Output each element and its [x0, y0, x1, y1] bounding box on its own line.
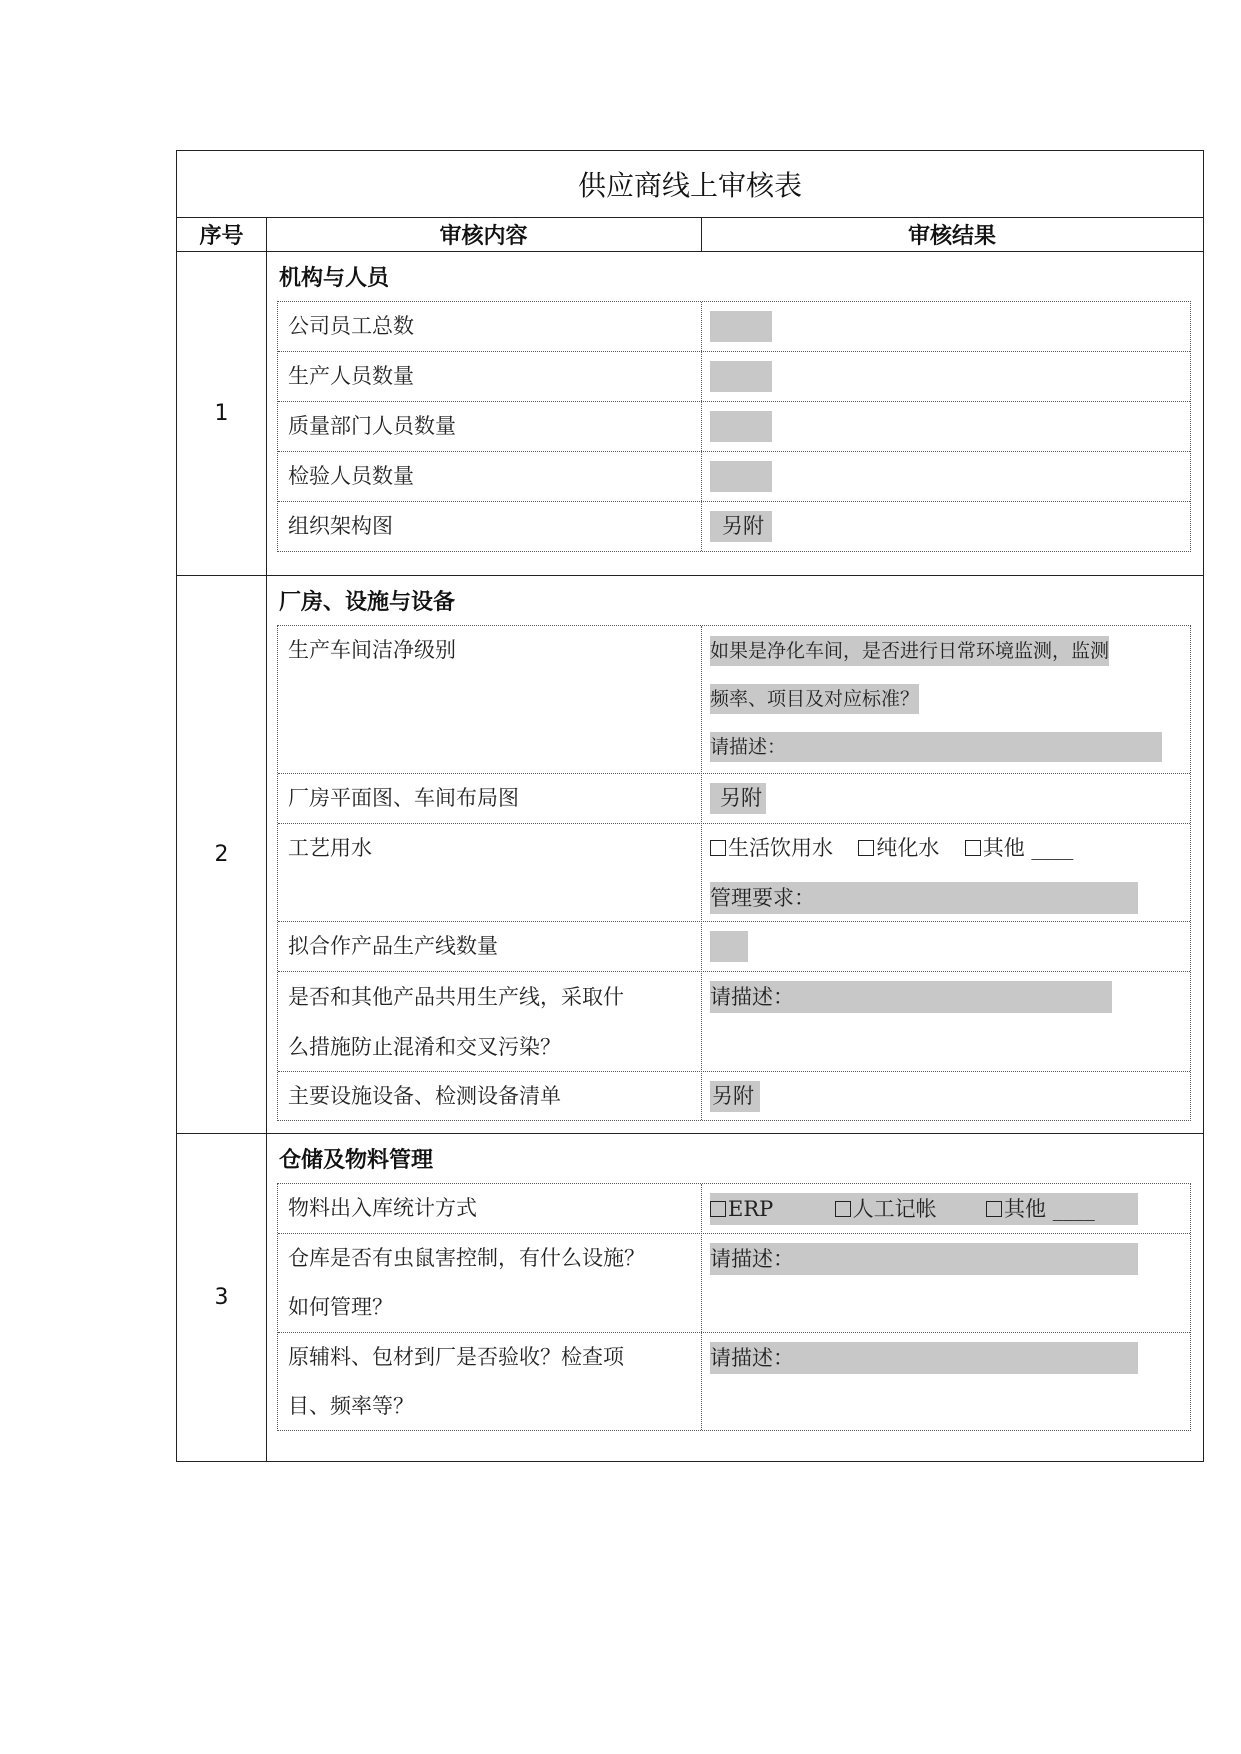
- table-row: [278, 502, 1190, 552]
- table-row: [278, 452, 1190, 502]
- item-label: 工艺用水: [288, 836, 372, 860]
- header-result: 审核结果: [907, 223, 996, 249]
- divider: [177, 251, 1203, 252]
- section-seq: 2: [214, 841, 229, 867]
- option-label: 其他 ____: [982, 836, 1074, 860]
- answer-field[interactable]: 请描述：: [710, 981, 1112, 1013]
- answer-text: 频率、项目及对应标准？: [710, 684, 919, 714]
- checkbox[interactable]: [965, 840, 981, 856]
- item-label: 物料出入库统计方式: [288, 1196, 477, 1220]
- item-label: 检验人员数量: [288, 464, 414, 488]
- checkbox[interactable]: [858, 840, 874, 856]
- divider: [177, 1133, 1203, 1134]
- form-title: 供应商线上审核表: [577, 169, 802, 202]
- answer-field[interactable]: 另附: [710, 511, 772, 542]
- option-label: 人工记帐: [852, 1197, 937, 1221]
- checkbox[interactable]: [710, 1201, 726, 1217]
- table-row: [278, 626, 1190, 774]
- option-label: 其他 ____: [1004, 1197, 1095, 1221]
- answer-field[interactable]: 请描述：: [710, 732, 1162, 762]
- table-row: [278, 1333, 1190, 1432]
- divider: [177, 575, 1203, 576]
- table-row: [278, 972, 1190, 1072]
- item-label: 原辅料、包材到厂是否验收？检查项: [288, 1345, 624, 1369]
- table-row: [278, 302, 1190, 352]
- answer-text: 如果是净化车间，是否进行日常环境监测，监测: [710, 636, 1109, 666]
- header-seq: 序号: [199, 223, 244, 249]
- section-table: [277, 301, 1191, 552]
- audit-form: [176, 150, 1204, 1462]
- answer-field[interactable]: 管理要求：: [710, 882, 1138, 914]
- option-label: ERP: [728, 1197, 774, 1221]
- checkbox[interactable]: [710, 840, 726, 856]
- divider: [701, 626, 702, 1120]
- item-label: 质量部门人员数量: [288, 414, 456, 438]
- answer-field[interactable]: [710, 461, 772, 492]
- item-label: 主要设施设备、检测设备清单: [288, 1084, 561, 1108]
- item-label: 生产人员数量: [288, 364, 414, 388]
- item-label: 公司员工总数: [288, 314, 414, 338]
- item-label: 组织架构图: [288, 514, 393, 538]
- table-row: [278, 352, 1190, 402]
- option-label: 纯化水: [876, 836, 940, 860]
- checkbox[interactable]: [986, 1201, 1002, 1217]
- answer-field[interactable]: [710, 411, 772, 442]
- item-label: 生产车间洁净级别: [288, 638, 456, 662]
- section-table: [277, 625, 1191, 1121]
- answer-field[interactable]: 请描述：: [710, 1243, 1138, 1275]
- answer-field[interactable]: [710, 311, 772, 342]
- table-row: [278, 1234, 1190, 1333]
- divider: [266, 217, 267, 1461]
- table-row: [278, 774, 1190, 824]
- answer-field[interactable]: [710, 361, 772, 392]
- section-title: 仓储及物料管理: [279, 1148, 434, 1173]
- answer-field[interactable]: 请描述：: [710, 1342, 1138, 1374]
- answer-field[interactable]: [710, 931, 748, 962]
- answer-field[interactable]: 另附: [710, 1081, 760, 1112]
- option-label: 生活饮用水: [728, 836, 833, 860]
- section-title: 厂房、设施与设备: [279, 590, 456, 615]
- item-label: 如何管理？: [288, 1295, 393, 1319]
- section-table: [277, 1183, 1191, 1431]
- table-row: [278, 922, 1190, 972]
- section-seq: 1: [214, 400, 229, 426]
- table-row: [278, 1184, 1190, 1234]
- item-label: 目、频率等？: [288, 1394, 414, 1418]
- divider: [701, 1184, 702, 1430]
- divider: [701, 302, 702, 551]
- item-label: 么措施防止混淆和交叉污染？: [288, 1035, 561, 1059]
- header-content: 审核内容: [439, 223, 528, 249]
- item-label: 拟合作产品生产线数量: [288, 934, 498, 958]
- answer-field[interactable]: 另附: [710, 783, 766, 814]
- item-label: 厂房平面图、车间布局图: [288, 786, 519, 810]
- table-row: [278, 824, 1190, 922]
- item-label: 仓库是否有虫鼠害控制，有什么设施？: [288, 1246, 645, 1270]
- checkbox[interactable]: [835, 1201, 851, 1217]
- section-title: 机构与人员: [279, 266, 390, 291]
- section-seq: 3: [214, 1284, 229, 1310]
- table-row: [278, 402, 1190, 452]
- divider: [701, 217, 702, 251]
- table-row: [278, 1072, 1190, 1122]
- item-label: 是否和其他产品共用生产线，采取什: [288, 985, 624, 1009]
